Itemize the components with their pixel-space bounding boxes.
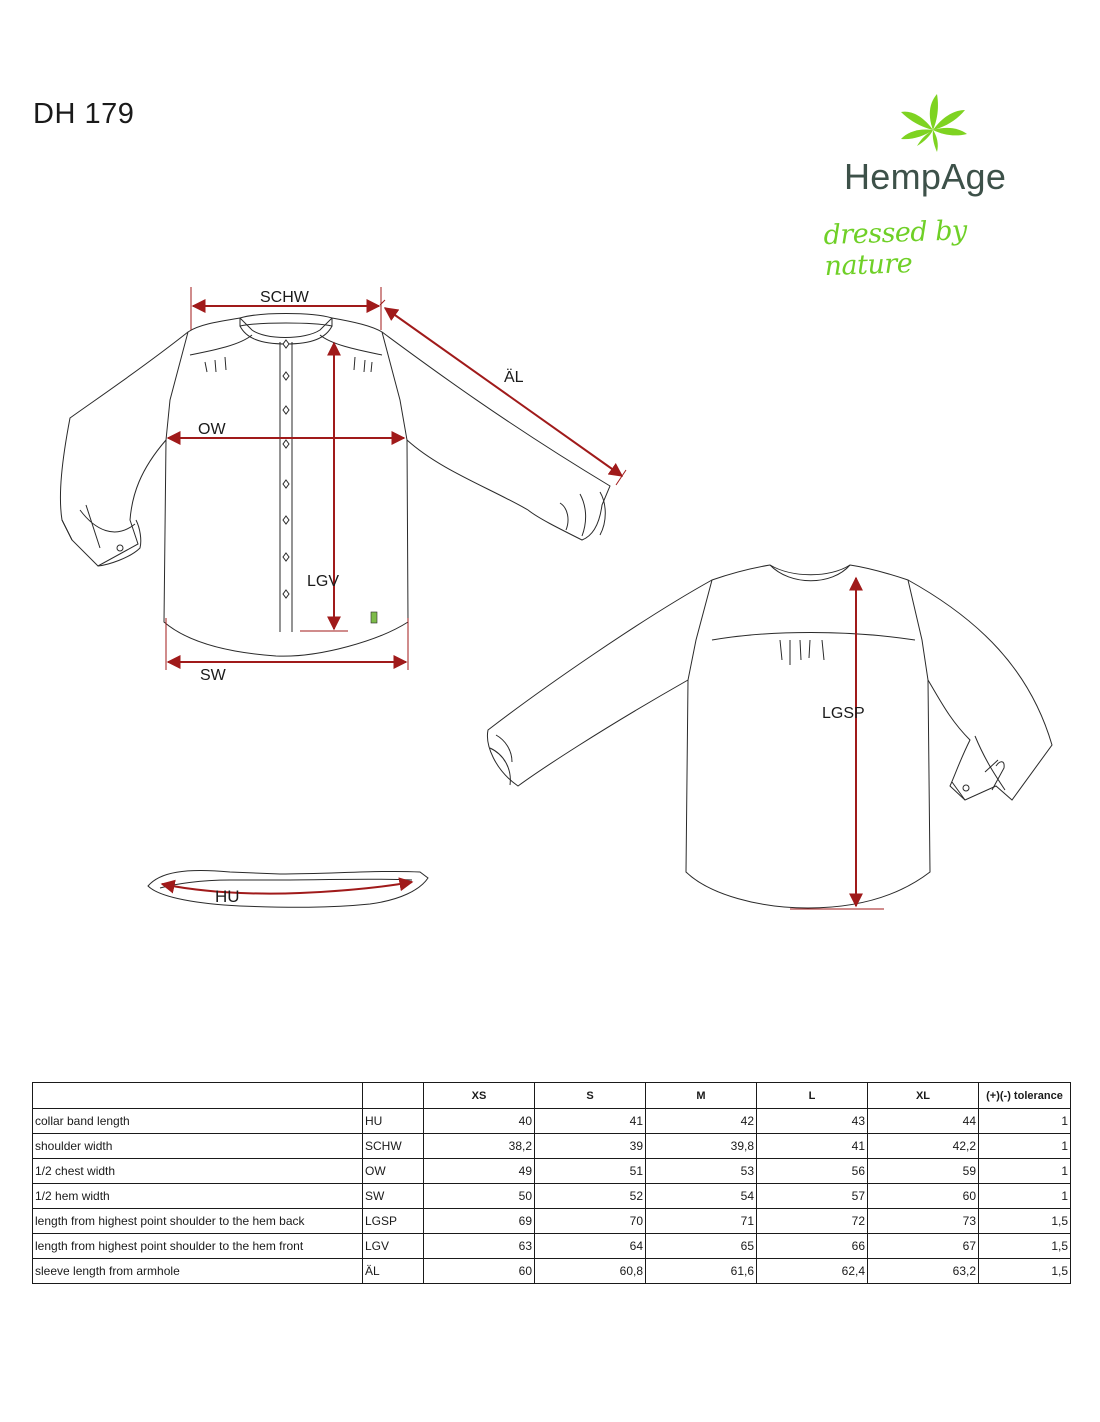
header-xl: XL — [868, 1083, 979, 1109]
cell-tolerance: 1 — [979, 1109, 1071, 1134]
right-sleeve-front — [382, 332, 610, 540]
back-measure-lines — [790, 578, 884, 909]
label-tag — [371, 612, 377, 623]
row-description: length from highest point shoulder to the hem front — [33, 1234, 363, 1259]
row-description: 1/2 hem width — [33, 1184, 363, 1209]
cell-xl: 59 — [868, 1159, 979, 1184]
cell-xs: 63 — [424, 1234, 535, 1259]
row-code: HU — [363, 1109, 424, 1134]
shirt-front-view — [60, 314, 610, 657]
row-description: 1/2 chest width — [33, 1159, 363, 1184]
cell-m: 65 — [646, 1234, 757, 1259]
row-code: SCHW — [363, 1134, 424, 1159]
lgv-label: LGV — [307, 573, 340, 590]
cell-s: 41 — [535, 1109, 646, 1134]
left-sleeve-front — [60, 332, 188, 566]
row-description: length from highest point shoulder to the hem back — [33, 1209, 363, 1234]
cell-tolerance: 1,5 — [979, 1259, 1071, 1284]
table-row — [33, 1209, 1071, 1234]
cell-m: 42 — [646, 1109, 757, 1134]
cell-xs: 40 — [424, 1109, 535, 1134]
row-description: collar band length — [33, 1109, 363, 1134]
cell-tolerance: 1 — [979, 1134, 1071, 1159]
cell-l: 62,4 — [757, 1259, 868, 1284]
brand-slogan: dressed by nature — [822, 215, 968, 283]
header-code — [363, 1083, 424, 1109]
cell-m: 61,6 — [646, 1259, 757, 1284]
cell-xs: 60 — [424, 1259, 535, 1284]
right-sleeve-back — [908, 580, 1052, 800]
cell-l: 72 — [757, 1209, 868, 1234]
table-row — [33, 1234, 1071, 1259]
brand-name: HempAge — [844, 156, 1007, 197]
cell-xl: 67 — [868, 1234, 979, 1259]
cell-l: 43 — [757, 1109, 868, 1134]
cell-l: 66 — [757, 1234, 868, 1259]
cell-l: 56 — [757, 1159, 868, 1184]
shirt-back-view — [487, 565, 1052, 908]
cell-s: 52 — [535, 1184, 646, 1209]
cell-l: 57 — [757, 1184, 868, 1209]
row-code: SW — [363, 1184, 424, 1209]
schw-label: SCHW — [260, 289, 309, 306]
row-description: sleeve length from armhole — [33, 1259, 363, 1284]
cell-s: 64 — [535, 1234, 646, 1259]
cell-s: 70 — [535, 1209, 646, 1234]
cell-xl: 63,2 — [868, 1259, 979, 1284]
cell-xs: 69 — [424, 1209, 535, 1234]
cell-tolerance: 1,5 — [979, 1209, 1071, 1234]
header-xs: XS — [424, 1083, 535, 1109]
front-collar — [240, 314, 332, 327]
row-code: LGSP — [363, 1209, 424, 1234]
cell-l: 41 — [757, 1134, 868, 1159]
left-sleeve-back — [487, 580, 712, 786]
table-row — [33, 1109, 1071, 1134]
cell-tolerance: 1 — [979, 1184, 1071, 1209]
cell-tolerance: 1,5 — [979, 1234, 1071, 1259]
lgsp-label: LGSP — [822, 705, 865, 722]
cell-m: 71 — [646, 1209, 757, 1234]
cell-s: 39 — [535, 1134, 646, 1159]
header-description — [33, 1083, 363, 1109]
cell-xl: 73 — [868, 1209, 979, 1234]
cell-xl: 42,2 — [868, 1134, 979, 1159]
header-m: M — [646, 1083, 757, 1109]
cell-m: 53 — [646, 1159, 757, 1184]
size-table — [32, 1082, 1071, 1284]
back-yoke — [712, 633, 915, 641]
cell-m: 54 — [646, 1184, 757, 1209]
hu-label: HU — [215, 887, 240, 906]
cell-s: 60,8 — [535, 1259, 646, 1284]
row-code: OW — [363, 1159, 424, 1184]
cell-m: 39,8 — [646, 1134, 757, 1159]
table-row — [33, 1159, 1071, 1184]
ow-label: OW — [198, 421, 226, 438]
row-code: ÄL — [363, 1259, 424, 1284]
header-s: S — [535, 1083, 646, 1109]
table-row — [33, 1134, 1071, 1159]
header-l: L — [757, 1083, 868, 1109]
cell-tolerance: 1 — [979, 1159, 1071, 1184]
document-title: DH 179 — [33, 98, 135, 130]
cell-s: 51 — [535, 1159, 646, 1184]
row-code: LGV — [363, 1234, 424, 1259]
back-collar — [770, 565, 850, 581]
al-label: ÄL — [504, 369, 524, 386]
sw-label: SW — [200, 667, 226, 684]
table-header-row — [33, 1083, 1071, 1109]
front-buttons — [117, 340, 289, 598]
collar-measure-line — [162, 882, 412, 894]
back-body-outline — [686, 565, 930, 908]
cell-xl: 60 — [868, 1184, 979, 1209]
cell-xs: 50 — [424, 1184, 535, 1209]
table-row — [33, 1259, 1071, 1284]
table-row — [33, 1184, 1071, 1209]
cell-xs: 38,2 — [424, 1134, 535, 1159]
cell-xl: 44 — [868, 1109, 979, 1134]
header-tolerance: (+)(-) tolerance — [979, 1083, 1071, 1109]
row-description: shoulder width — [33, 1134, 363, 1159]
cell-xs: 49 — [424, 1159, 535, 1184]
